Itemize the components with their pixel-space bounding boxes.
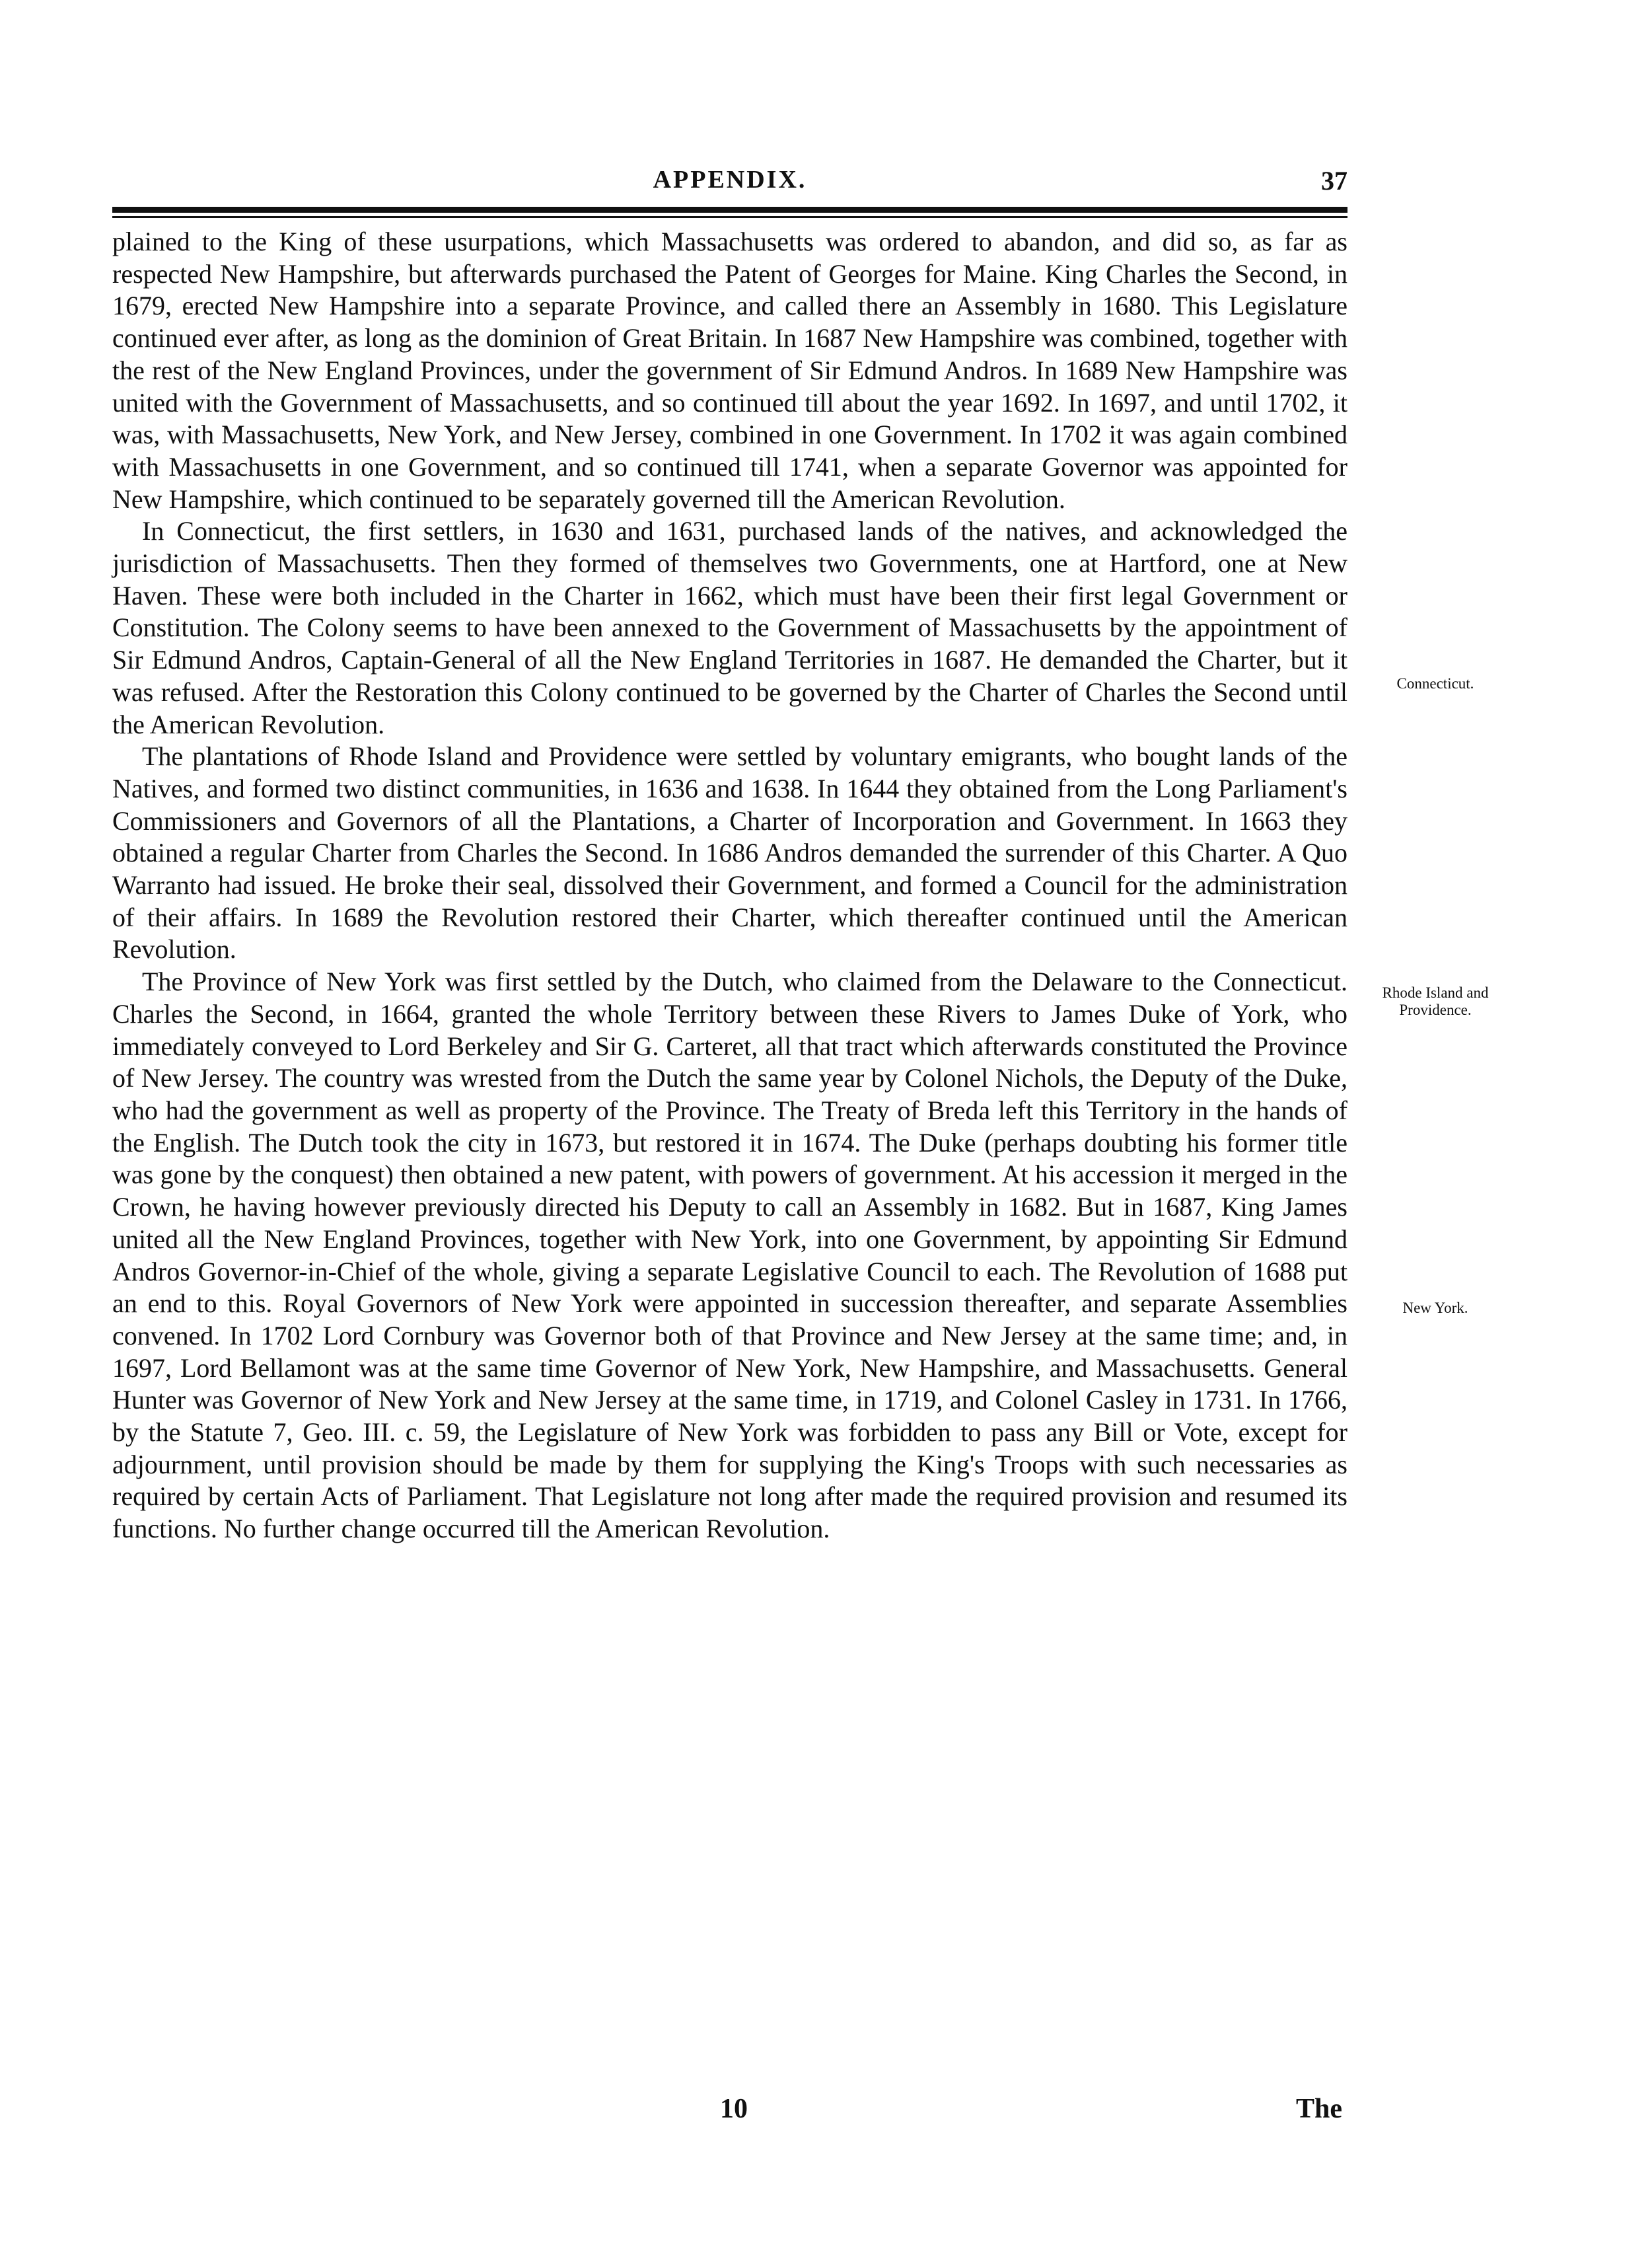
page-header: [112, 165, 1347, 211]
signature-mark: 10: [720, 2094, 748, 2124]
paragraph-connecticut: In Connecticut, the first settlers, in 1630 and 1631, purchased lands of the natives, and acknowledged the jurisdiction of Massachusetts. Then they formed of themselves two Governments, one at Hartford, one at New Haven. These were both included in the Charter in 1662, which must have been their first legal Government or Constitution. The Colony seems to have been annexed to the Government of Massachusetts by the appointment of Sir Edmund Andros, Captain-General of all the New England Territories in 1687. He demanded the Charter, but it was refused. After the Restoration this Colony continued to be governed by the Charter of Charles the Second until the American Revolution.: [112, 516, 1347, 739]
paragraph-new-hampshire: plained to the King of these usurpations, which Massachusetts was ordered to abandon, and did so, as far as respected New Hampshire, but afterwards purchased the Patent of Georges for Maine. King Charles the Second, in 1679, erected New Hampshire into a separate Province, and called there an Assembly in 1680. This Legislature continued ever after, as long as the dominion of Great Britain. In 1687 New Hampshire was combined, together with the rest of the New England Provinces, under the government of Sir Edmund Andros. In 1689 New Hampshire was united with the Government of Massachusetts, and so continued till about the year 1692. In 1697, and until 1702, it was, with Massachusetts, New York, and New Jersey, combined in one Government. In 1702 it was again combined with Massachusetts in one Government, and so continued till 1741, when a separate Governor was appointed for New Hampshire, which continued to be separately governed till the American Revolution.: [112, 227, 1347, 514]
page-number: 37: [1321, 166, 1347, 196]
paragraph-new-york: The Province of New York was first settled by the Dutch, who claimed from the Delaware to the Connecticut. Charles the Second, in 1664, granted the whole Territory between these Rivers to James Duke of York, who immediately conveyed to Lord Berkeley and Sir G. Carteret, all that tract which afterwards constituted the Province of New Jersey. The country was wrested from the Dutch the same year by Colonel Nichols, the Deputy of the Duke, who had the government as well as property of the Province. The Treaty of Breda left this Territory in the hands of the English. The Dutch took the city in 1673, but restored it in 1674. The Duke (perhaps doubting his former title was gone by the conquest) then obtained a new patent, with powers of government. At his accession it merged in the Crown, he having however previously directed his Deputy to call an Assembly in 1682. But in 1687, King James united all the New England Provinces, together with New York, into one Government, by appointing Sir Edmund Andros Governor-in-Chief of the whole, giving a separate Legislative Council to each. The Revolution of 1688 put an end to this. Royal Governors of New York were appointed in succession thereafter, and separate Assemblies convened. In 1702 Lord Cornbury was Governor both of that Province and New Jersey at the same time; and, in 1697, Lord Bellamont was at the same time Governor of New York, New Hampshire, and Massachusetts. General Hunter was Governor of New York and New Jersey at the same time, in 1719, and Colonel Casley in 1731. In 1766, by the Statute 7, Geo. III. c. 59, the Legislature of New York was forbidden to pass any Bill or Vote, except for adjournment, until provision should be made by them for supplying the King's Troops with such necessaries as required by certain Acts of Parliament. That Legislature not long after made the required provision and resumed its functions. No further change occurred till the American Revolution.: [112, 967, 1347, 1544]
catchword: The: [1296, 2094, 1343, 2124]
margin-note-new-york: New York.: [1402, 1300, 1468, 1316]
header-rule-thin: [112, 216, 1347, 218]
header-rule-thick: [112, 207, 1347, 213]
margin-note-connecticut: Connecticut.: [1396, 675, 1474, 692]
body-text: [112, 226, 1347, 1545]
paragraph-rhode-island: The plantations of Rhode Island and Providence were settled by voluntary emigrants, who bought lands of the Natives, and formed two distinct communities, in 1636 and 1638. In 1644 they obtained from the Long Parliament's Commissioners and Governors of all the Plantations, a Charter of Incorporation and Government. In 1663 they obtained a regular Charter from Charles the Second. In 1686 Andros demanded the surrender of this Charter. A Quo Warranto had issued. He broke their seal, dissolved their Government, and formed a Council for the administration of their affairs. In 1689 the Revolution restored their Charter, which thereafter continued until the American Revolution.: [112, 741, 1347, 965]
margin-note-rhode-island: Rhode Island and Providence.: [1382, 984, 1489, 1018]
running-title: APPENDIX.: [653, 166, 807, 194]
